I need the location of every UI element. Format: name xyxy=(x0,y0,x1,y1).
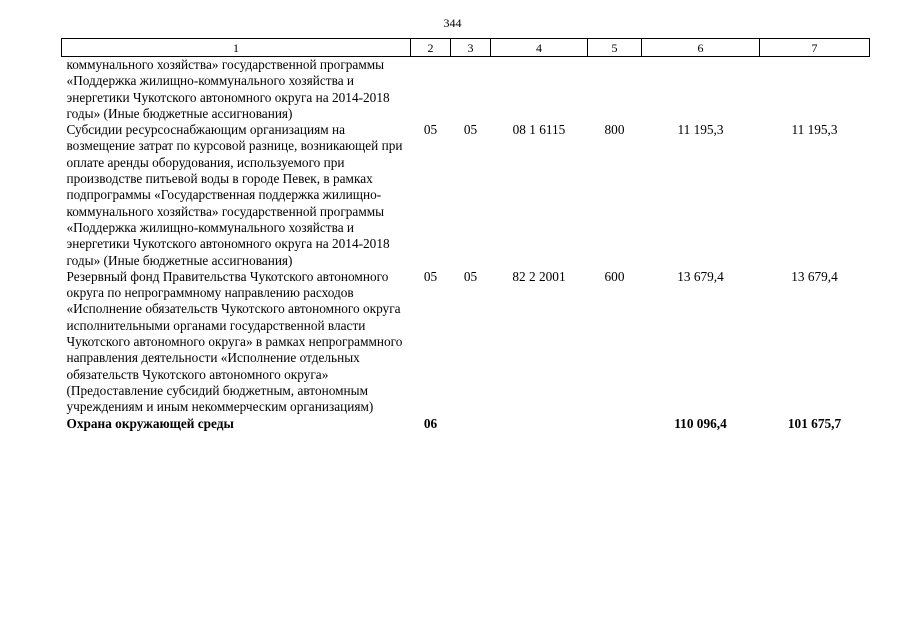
row-expense-type xyxy=(588,416,642,432)
row-amount-1: 13 679,4 xyxy=(677,268,724,284)
page-number: 344 xyxy=(443,16,462,30)
column-header-3: 3 xyxy=(451,39,491,57)
row-section: 05 xyxy=(423,122,438,138)
row-target-code: 08 1 6115 xyxy=(512,122,566,138)
row-section: 05 xyxy=(423,268,438,284)
row-amount-1: 110 096,4 xyxy=(674,415,727,431)
column-header-4: 4 xyxy=(491,39,588,57)
row-amount-2 xyxy=(760,57,870,123)
column-header-2: 2 xyxy=(411,39,451,57)
row-name: Охрана окружающей среды xyxy=(66,415,234,431)
row-target-code: 82 2 2001 xyxy=(512,268,566,284)
row-amount-2: 101 675,7 xyxy=(787,415,842,431)
row-amount-1 xyxy=(642,57,760,123)
row-name: коммунального хозяйства» государственной программы «Поддержка жилищно-коммунального хозяйства и энергетики Чукотского автономного округа на 2014-2018 годы» (Иные бюджетные ассигнования) xyxy=(66,57,390,121)
table-header-row xyxy=(62,39,870,57)
row-expense-type xyxy=(588,57,642,123)
row-amount-2: 11 195,3 xyxy=(791,122,838,138)
row-amount-1: 11 195,3 xyxy=(677,122,724,138)
column-header-6: 6 xyxy=(642,39,760,57)
row-name: Резервный фонд Правительства Чукотского автономного округа по непрограммному направлению расходов «Исполнение обязательств Чукотского автономного округа исполнительными органами государственной власти Чукотского автономного округа» в рамках непрограммного направления деятельности «Исполнение отдельных обязательств Чукотского автономного округа» (Предоставление субсидий бюджетным, автономным учреждениям и иным некоммерческим организациям) xyxy=(66,268,403,415)
table-row-section-total xyxy=(62,416,870,432)
row-subsection xyxy=(451,57,491,123)
budget-table xyxy=(61,38,870,432)
row-target-code xyxy=(491,57,588,123)
column-header-7: 7 xyxy=(760,39,870,57)
row-subsection: 05 xyxy=(463,268,478,284)
row-expense-type: 600 xyxy=(604,268,625,284)
row-section xyxy=(411,57,451,123)
row-expense-type: 800 xyxy=(604,122,625,138)
column-header-5: 5 xyxy=(588,39,642,57)
table-row xyxy=(62,269,870,416)
row-amount-2: 13 679,4 xyxy=(791,268,838,284)
row-subsection: 05 xyxy=(463,122,478,138)
column-header-1: 1 xyxy=(62,39,411,57)
row-section: 06 xyxy=(423,415,438,431)
row-subsection xyxy=(451,416,491,432)
table-row xyxy=(62,57,870,123)
row-target-code xyxy=(491,416,588,432)
table-row xyxy=(62,122,870,269)
row-name: Субсидии ресурсоснабжающим организациям на возмещение затрат по курсовой разнице, возникающей при оплате аренды оборудования, используемого при производстве питьевой воды в городе Певек, в рамках подпрограммы «Государственная поддержка жилищно-коммунального хозяйства» государственной программы «Поддержка жилищно-коммунального хозяйства и энергетики Чукотского автономного округа на 2014-2018 годы» (Иные бюджетные ассигнования) xyxy=(66,122,403,268)
